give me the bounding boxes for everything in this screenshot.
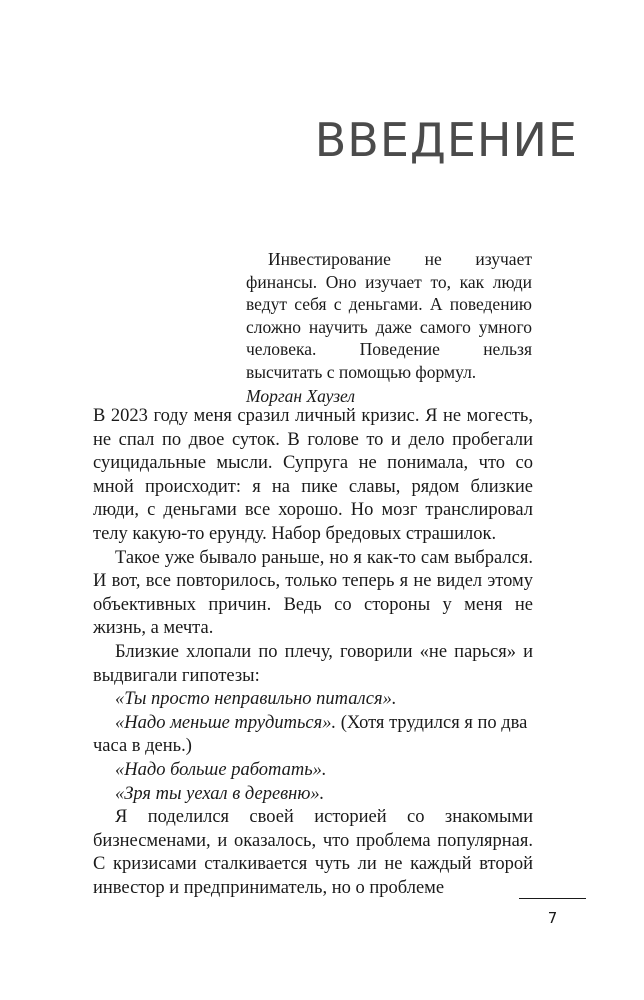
quote-4 [93,783,533,807]
chapter-title: ВВЕДЕНИЕ [314,113,578,167]
body-text [93,405,533,900]
quote-3-text: «Надо больше работать». [115,759,327,780]
paragraph-1: В 2023 году меня сразил личный кризис. Я не могесть, не спал по двое суток. В голове то и дело пробегали суицидальные мысли. Супруга не понимала, что со мной происходит: я на пике славы, рядом близкие люди, с деньгами все хорошо. Но мозг транслировал телу какую-то ерунду. Набор бредовых страшилок. [93,406,533,544]
epigraph-text: Инвестирование не изучает финансы. Оно изучает то, как люди ведут себя с деньгами. А поведению сложно научить даже самого умного человека. Поведение нельзя высчитать с помощью формул. [246,249,532,382]
epigraph-author: Морган Хаузел [246,385,355,406]
quote-2 [93,712,533,759]
quote-3 [93,759,533,783]
quote-4-text: «Зря ты уехал в деревню». [115,783,325,804]
paragraph-3: Близкие хлопали по плечу, говорили «не парься» и выдвигали гипотезы: [93,641,533,686]
quote-1-text: «Ты просто неправильно питался». [115,689,397,710]
quote-2-remark: (Хотя трудился я по два часа в день.) [93,712,528,757]
quote-2-italic: «Надо меньше трудиться». [115,712,337,733]
epigraph [246,248,532,407]
paragraph-4: Я поделился своей историей со знакомыми бизнесменами, и оказалось, что проблема популярная. С кризисами сталкивается чуть ли не каждый второй инвестор и предприниматель, но о проблеме [93,807,533,898]
footer-rule [519,898,586,899]
page-number: 7 [547,909,558,927]
paragraph-2: Такое уже бывало раньше, но я как-то сам выбрался. И вот, все повторилось, только теперь я не видел этому объективных причин. Ведь со стороны у меня не жизнь, а мечта. [93,547,533,639]
quote-1 [93,688,533,712]
